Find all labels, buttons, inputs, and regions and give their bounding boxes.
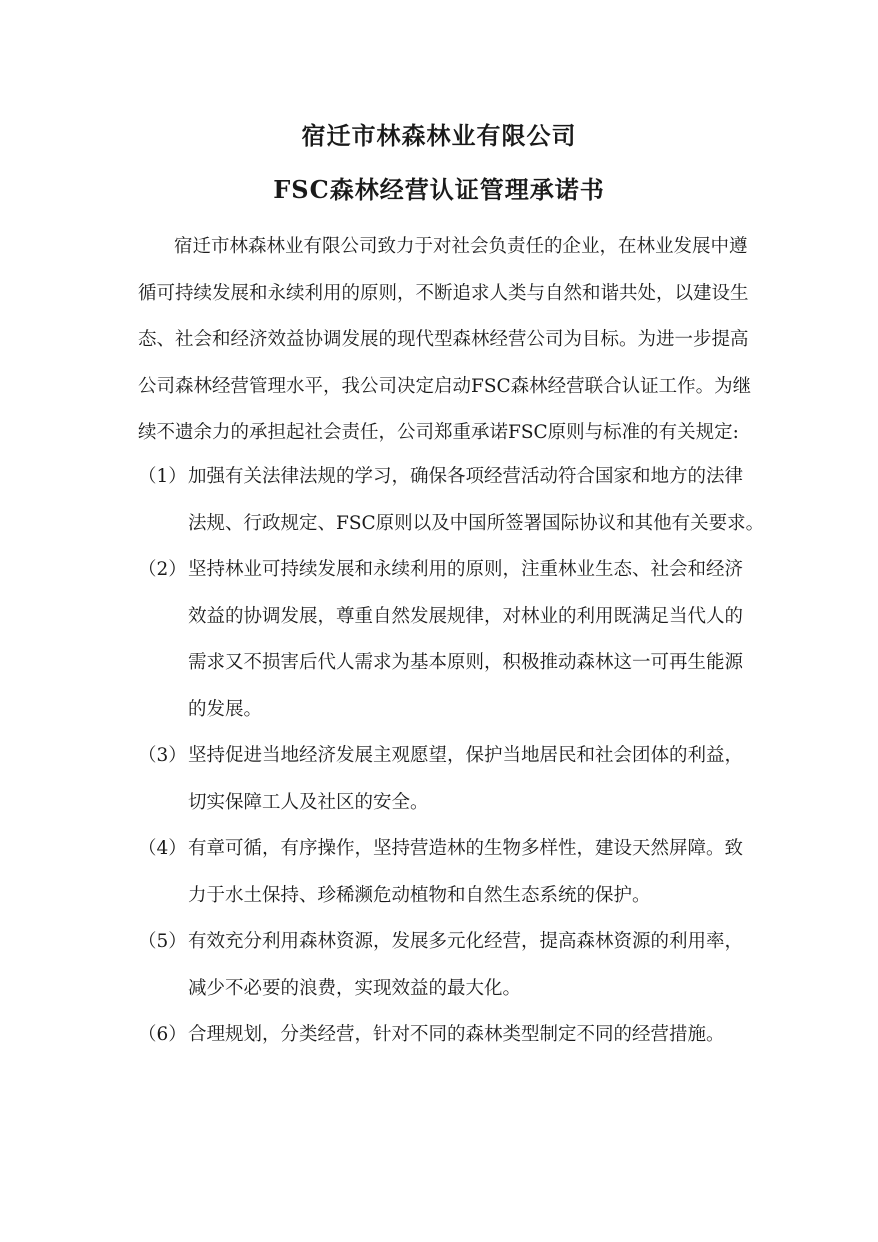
intro-line: 公司森林经营管理水平，我公司决定启动FSC森林经营联合认证工作。为继 <box>138 375 752 397</box>
item-line: 切实保障工人及社区的安全。 <box>188 791 429 813</box>
intro-paragraph <box>138 224 818 457</box>
item-line: 效益的协调发展，尊重自然发展规律，对林业的利用既满足当代人的 <box>188 605 744 627</box>
item-line: 加强有关法律法规的学习，确保各项经营活动符合国家和地方的法律 <box>188 466 744 487</box>
commitment-item <box>138 919 828 1012</box>
item-line: 有效充分利用森林资源，发展多元化经营，提高森林资源的利用率， <box>188 931 744 952</box>
item-line: 合理规划，分类经营，针对不同的森林类型制定不同的经营措施。 <box>188 1024 725 1045</box>
item-line: 力于水土保持、珍稀濒危动植物和自然生态系统的保护。 <box>188 884 651 906</box>
item-line: 坚持林业可持续发展和永续利用的原则，注重林业生态、社会和经济 <box>188 559 744 580</box>
item-line: 有章可循，有序操作，坚持营造林的生物多样性，建设天然屏障。致 <box>188 838 744 859</box>
item-line: 需求又不损害后代人需求为基本原则，积极推动森林这一可再生能源 <box>188 652 744 673</box>
item-number: （4） <box>138 838 187 859</box>
commitment-item <box>138 733 828 826</box>
intro-line: 续不遗余力的承担起社会责任，公司郑重承诺FSC原则与标准的有关规定: <box>138 422 739 443</box>
item-line: 坚持促进当地经济发展主观愿望，保护当地居民和社会团体的利益， <box>188 745 744 766</box>
item-line: 减少不必要的浪费，实现效益的最大化。 <box>188 977 522 999</box>
commitment-item <box>138 547 828 733</box>
item-number: （6） <box>138 1024 187 1045</box>
item-line: 的发展。 <box>188 698 263 720</box>
intro-line: 宿迁市林森林业有限公司致力于对社会负责任的企业，在林业发展中遵 <box>174 236 748 257</box>
item-number: （5） <box>138 931 187 952</box>
commitment-item <box>138 454 828 547</box>
commitment-item <box>138 826 828 919</box>
commitment-item <box>138 1012 828 1059</box>
document-title: FSC森林经营认证管理承诺书 <box>273 175 605 204</box>
item-number: （3） <box>138 745 187 766</box>
item-line: 法规、行政规定、FSC原则以及中国所签署国际协议和其他有关要求。 <box>188 512 765 534</box>
item-number: （2） <box>138 559 187 580</box>
intro-line: 循可持续发展和永续利用的原则，不断追求人类与自然和谐共处，以建设生 <box>138 282 749 304</box>
commitment-list <box>138 454 828 1059</box>
intro-line: 态、社会和经济效益协调发展的现代型森林经营公司为目标。为进一步提高 <box>138 329 749 350</box>
company-title: 宿迁市林森林业有限公司 <box>301 121 577 150</box>
item-number: （1） <box>138 466 187 487</box>
